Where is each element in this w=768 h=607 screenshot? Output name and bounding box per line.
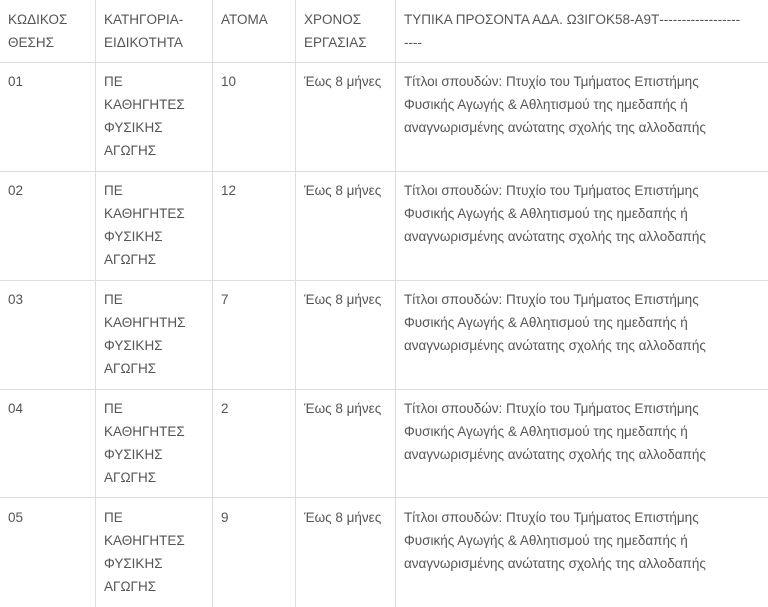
row-code: 03 bbox=[8, 292, 24, 307]
row-duration: Έως 8 μήνες bbox=[304, 74, 382, 89]
row-persons: 2 bbox=[221, 401, 229, 416]
row-code: 01 bbox=[8, 74, 24, 89]
row-divider bbox=[0, 497, 768, 498]
row-divider bbox=[0, 62, 768, 63]
header-duration: ΧΡΟΝΟΣ ΕΡΓΑΣΙΑΣ bbox=[304, 12, 367, 50]
row-duration: Έως 8 μήνες bbox=[304, 183, 382, 198]
row-persons: 7 bbox=[221, 292, 229, 307]
header-category: ΚΑΤΗΓΟΡΙΑ- ΕΙΔΙΚΟΤΗΤΑ bbox=[104, 12, 184, 50]
row-duration: Έως 8 μήνες bbox=[304, 292, 382, 307]
row-code: 05 bbox=[8, 510, 24, 525]
header-persons: ΑΤΟΜΑ bbox=[221, 12, 268, 27]
column-divider bbox=[295, 0, 296, 607]
row-category: ΠΕ ΚΑΘΗΓΗΤΕΣ ΦΥΣΙΚΗΣ ΑΓΩΓΗΣ bbox=[104, 510, 185, 594]
row-code: 04 bbox=[8, 401, 24, 416]
row-qualifications: Τίτλοι σπουδών: Πτυχίο του Τμήματος Επιστήμης Φυσικής Αγωγής & Αθλητισμού της ημεδαπής ή αναγνωρισμένης ανώτατης σχολής της αλλοδαπής bbox=[404, 74, 706, 135]
row-category: ΠΕ ΚΑΘΗΓΗΤΗΣ ΦΥΣΙΚΗΣ ΑΓΩΓΗΣ bbox=[104, 292, 186, 376]
row-persons: 10 bbox=[221, 74, 237, 89]
header-code: ΚΩΔΙΚΟΣ ΘΕΣΗΣ bbox=[8, 12, 68, 50]
row-divider bbox=[0, 389, 768, 390]
row-code: 02 bbox=[8, 183, 24, 198]
row-qualifications: Τίτλοι σπουδών: Πτυχίο του Τμήματος Επιστήμης Φυσικής Αγωγής & Αθλητισμού της ημεδαπής ή αναγνωρισμένης ανώτατης σχολής της αλλοδαπής bbox=[404, 292, 706, 353]
row-divider bbox=[0, 280, 768, 281]
header-qualifications: ΤΥΠΙΚΑ ΠΡΟΣΟΝΤΑ ΑΔΑ. Ω3ΙΓΟΚ58-Α9Τ------------------ ---- bbox=[404, 12, 741, 50]
column-divider bbox=[95, 0, 96, 607]
row-category: ΠΕ ΚΑΘΗΓΗΤΕΣ ΦΥΣΙΚΗΣ ΑΓΩΓΗΣ bbox=[104, 401, 185, 485]
row-qualifications: Τίτλοι σπουδών: Πτυχίο του Τμήματος Επιστήμης Φυσικής Αγωγής & Αθλητισμού της ημεδαπής ή αναγνωρισμένης ανώτατης σχολής της αλλοδαπής bbox=[404, 401, 706, 462]
row-category: ΠΕ ΚΑΘΗΓΗΤΕΣ ΦΥΣΙΚΗΣ ΑΓΩΓΗΣ bbox=[104, 183, 185, 267]
row-category: ΠΕ ΚΑΘΗΓΗΤΕΣ ΦΥΣΙΚΗΣ ΑΓΩΓΗΣ bbox=[104, 74, 185, 158]
row-persons: 12 bbox=[221, 183, 237, 198]
row-duration: Έως 8 μήνες bbox=[304, 401, 382, 416]
row-qualifications: Τίτλοι σπουδών: Πτυχίο του Τμήματος Επιστήμης Φυσικής Αγωγής & Αθλητισμού της ημεδαπής ή αναγνωρισμένης ανώτατης σχολής της αλλοδαπής bbox=[404, 510, 706, 571]
row-divider bbox=[0, 171, 768, 172]
row-qualifications: Τίτλοι σπουδών: Πτυχίο του Τμήματος Επιστήμης Φυσικής Αγωγής & Αθλητισμού της ημεδαπής ή αναγνωρισμένης ανώτατης σχολής της αλλοδαπής bbox=[404, 183, 706, 244]
row-duration: Έως 8 μήνες bbox=[304, 510, 382, 525]
column-divider bbox=[212, 0, 213, 607]
column-divider bbox=[395, 0, 396, 607]
row-persons: 9 bbox=[221, 510, 229, 525]
